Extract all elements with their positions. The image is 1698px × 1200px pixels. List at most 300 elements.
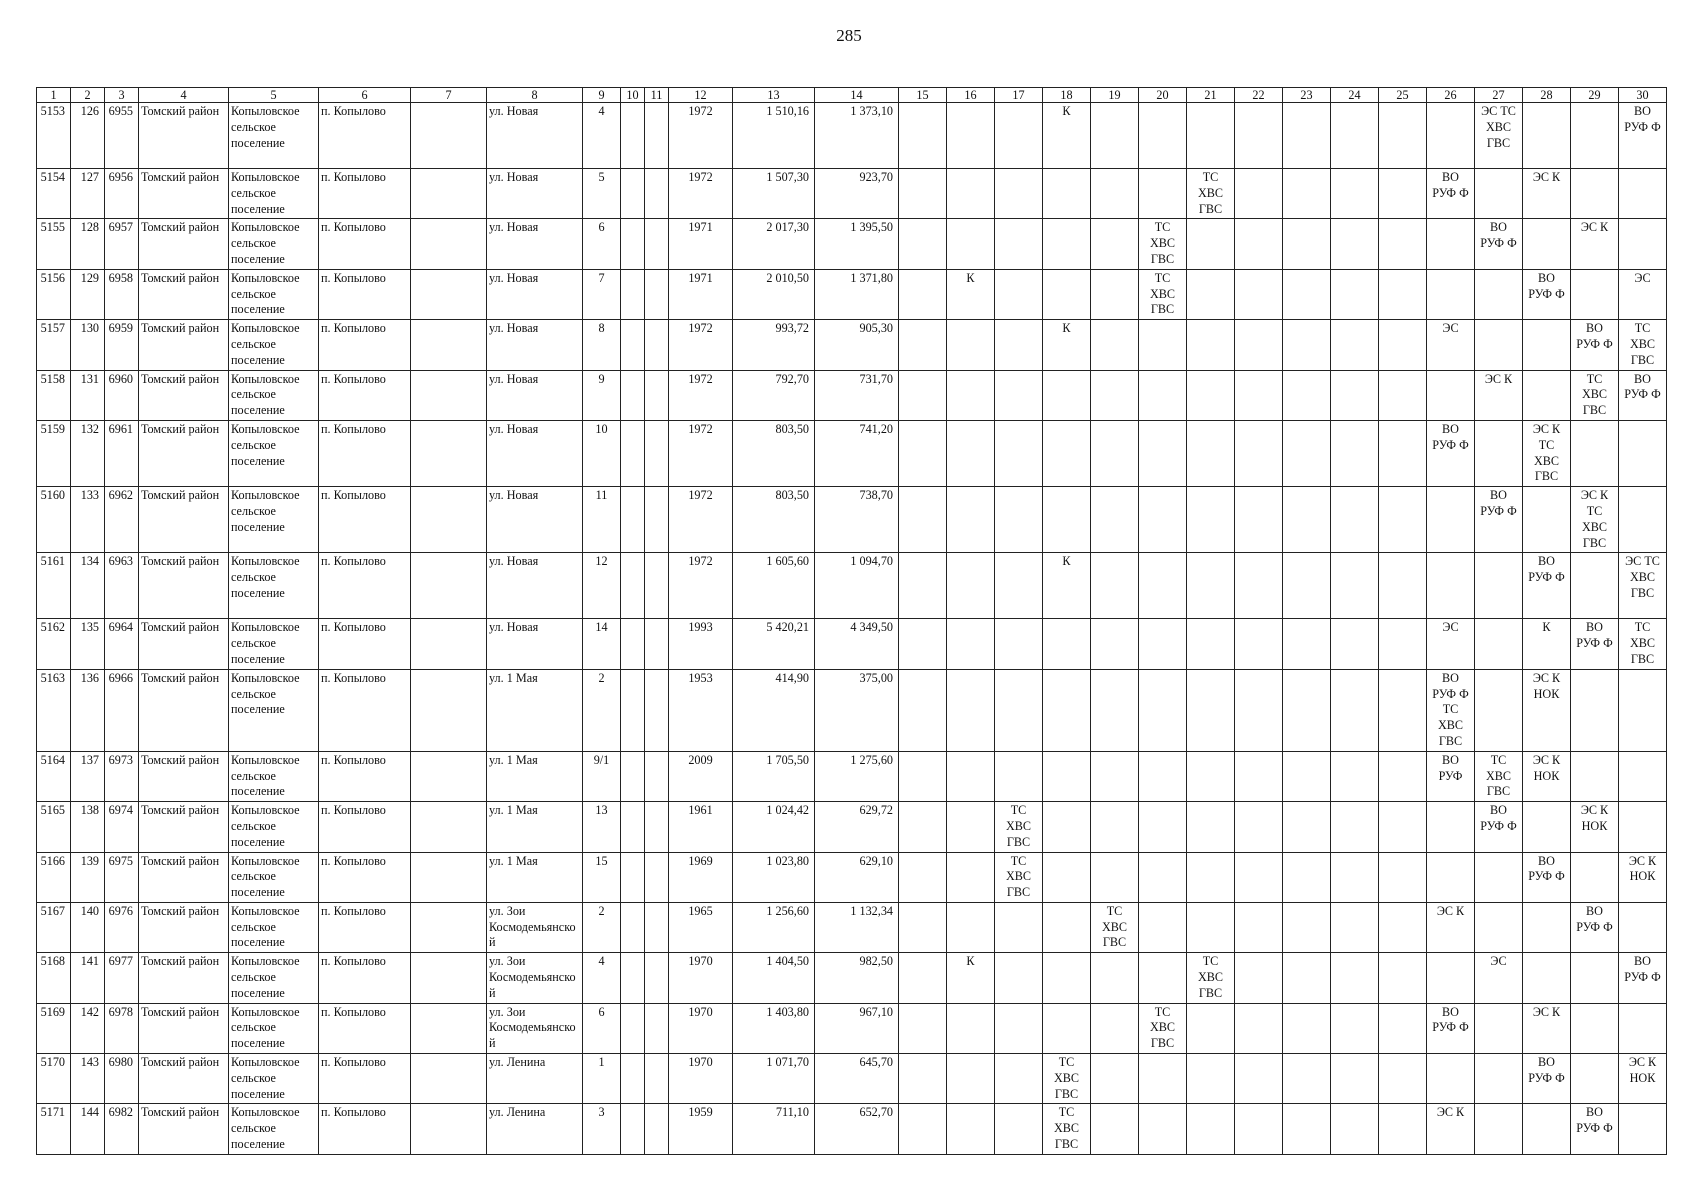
work-cell-col-19 [1091, 1054, 1139, 1104]
work-cell-col-28: ЭС К [1523, 1003, 1571, 1053]
living-area-cell: 731,70 [815, 370, 899, 420]
col-10-cell [621, 269, 645, 319]
row-number-cell: 5161 [37, 553, 71, 619]
street-cell: ул. Ленина [487, 1054, 583, 1104]
work-cell-col-22 [1235, 553, 1283, 619]
district-cell: Томский район [139, 169, 229, 219]
table-row [37, 802, 1667, 852]
district-cell: Томский район [139, 103, 229, 169]
work-cell-col-28: ЭС К ТС ХВС ГВС [1523, 420, 1571, 486]
house-number-cell: 13 [583, 802, 621, 852]
work-cell-col-23 [1283, 669, 1331, 751]
street-cell: ул. Новая [487, 103, 583, 169]
table-row [37, 103, 1667, 169]
street-cell: ул. Новая [487, 269, 583, 319]
total-area-cell: 803,50 [733, 487, 815, 553]
row-number-cell: 5163 [37, 669, 71, 751]
column-header-2: 2 [71, 88, 105, 103]
build-year-cell: 1971 [669, 269, 733, 319]
col-7-cell [411, 751, 487, 801]
work-cell-col-20 [1139, 802, 1187, 852]
work-cell-col-15 [899, 802, 947, 852]
work-cell-col-16 [947, 103, 995, 169]
object-id-cell: 6960 [105, 370, 139, 420]
locality-cell: п. Копылово [319, 953, 411, 1003]
work-cell-col-16 [947, 553, 995, 619]
sub-number-cell: 142 [71, 1003, 105, 1053]
sub-number-cell: 144 [71, 1104, 105, 1154]
col-7-cell [411, 320, 487, 370]
work-cell-col-16: К [947, 269, 995, 319]
col-11-cell [645, 487, 669, 553]
work-cell-col-24 [1331, 751, 1379, 801]
work-cell-col-26: ЭС К [1427, 902, 1475, 952]
table-row [37, 269, 1667, 319]
work-cell-col-29: ВО РУФ Ф [1571, 1104, 1619, 1154]
work-cell-col-30: ТС ХВС ГВС [1619, 320, 1667, 370]
living-area-cell: 741,20 [815, 420, 899, 486]
work-cell-col-16 [947, 487, 995, 553]
district-cell: Томский район [139, 370, 229, 420]
work-cell-col-27 [1475, 1054, 1523, 1104]
work-cell-col-28 [1523, 802, 1571, 852]
work-cell-col-28 [1523, 902, 1571, 952]
sub-number-cell: 134 [71, 553, 105, 619]
work-cell-col-20 [1139, 370, 1187, 420]
column-header-5: 5 [229, 88, 319, 103]
work-cell-col-27 [1475, 619, 1523, 669]
object-id-cell: 6964 [105, 619, 139, 669]
living-area-cell: 652,70 [815, 1104, 899, 1154]
col-7-cell [411, 1054, 487, 1104]
locality-cell: п. Копылово [319, 902, 411, 952]
work-cell-col-20 [1139, 902, 1187, 952]
work-cell-col-23 [1283, 751, 1331, 801]
work-cell-col-25 [1379, 1104, 1427, 1154]
work-cell-col-23 [1283, 1003, 1331, 1053]
locality-cell: п. Копылово [319, 269, 411, 319]
settlement-cell: Копыловское сельское поселение [229, 169, 319, 219]
district-cell: Томский район [139, 420, 229, 486]
work-cell-col-30 [1619, 487, 1667, 553]
row-number-cell: 5170 [37, 1054, 71, 1104]
house-number-cell: 10 [583, 420, 621, 486]
work-cell-col-18: К [1043, 553, 1091, 619]
work-cell-col-29: ЭС К ТС ХВС ГВС [1571, 487, 1619, 553]
work-cell-col-24 [1331, 852, 1379, 902]
work-cell-col-15 [899, 1104, 947, 1154]
work-cell-col-26 [1427, 953, 1475, 1003]
work-cell-col-28 [1523, 219, 1571, 269]
work-cell-col-23 [1283, 219, 1331, 269]
work-cell-col-15 [899, 320, 947, 370]
object-id-cell: 6958 [105, 269, 139, 319]
work-cell-col-17 [995, 1104, 1043, 1154]
work-cell-col-20: ТС ХВС ГВС [1139, 269, 1187, 319]
work-cell-col-30 [1619, 420, 1667, 486]
work-cell-col-27: ЭС ТС ХВС ГВС [1475, 103, 1523, 169]
work-cell-col-18 [1043, 953, 1091, 1003]
work-cell-col-19: ТС ХВС ГВС [1091, 902, 1139, 952]
column-header-7: 7 [411, 88, 487, 103]
district-cell: Томский район [139, 953, 229, 1003]
total-area-cell: 1 605,60 [733, 553, 815, 619]
work-cell-col-15 [899, 953, 947, 1003]
work-cell-col-21 [1187, 553, 1235, 619]
total-area-cell: 1 024,42 [733, 802, 815, 852]
work-cell-col-24 [1331, 269, 1379, 319]
work-cell-col-20: ТС ХВС ГВС [1139, 1003, 1187, 1053]
work-cell-col-24 [1331, 487, 1379, 553]
work-cell-col-19 [1091, 852, 1139, 902]
house-number-cell: 6 [583, 1003, 621, 1053]
column-header-8: 8 [487, 88, 583, 103]
work-cell-col-23 [1283, 103, 1331, 169]
work-cell-col-26: ЭС К [1427, 1104, 1475, 1154]
settlement-cell: Копыловское сельское поселение [229, 370, 319, 420]
work-cell-col-20 [1139, 1104, 1187, 1154]
work-cell-col-16 [947, 219, 995, 269]
build-year-cell: 1970 [669, 1054, 733, 1104]
total-area-cell: 5 420,21 [733, 619, 815, 669]
work-cell-col-24 [1331, 320, 1379, 370]
row-number-cell: 5160 [37, 487, 71, 553]
build-year-cell: 1993 [669, 619, 733, 669]
district-cell: Томский район [139, 619, 229, 669]
table-row [37, 1104, 1667, 1154]
total-area-cell: 2 017,30 [733, 219, 815, 269]
work-cell-col-19 [1091, 802, 1139, 852]
work-cell-col-19 [1091, 487, 1139, 553]
build-year-cell: 1965 [669, 902, 733, 952]
work-cell-col-16 [947, 619, 995, 669]
work-cell-col-22 [1235, 802, 1283, 852]
work-cell-col-29 [1571, 269, 1619, 319]
column-header-11: 11 [645, 88, 669, 103]
build-year-cell: 1971 [669, 219, 733, 269]
build-year-cell: 1970 [669, 1003, 733, 1053]
total-area-cell: 993,72 [733, 320, 815, 370]
work-cell-col-29: ЭС К НОК [1571, 802, 1619, 852]
column-header-3: 3 [105, 88, 139, 103]
work-cell-col-22 [1235, 902, 1283, 952]
district-cell: Томский район [139, 320, 229, 370]
table-row [37, 902, 1667, 952]
col-11-cell [645, 370, 669, 420]
work-cell-col-17 [995, 902, 1043, 952]
row-number-cell: 5168 [37, 953, 71, 1003]
work-cell-col-27 [1475, 320, 1523, 370]
row-number-cell: 5166 [37, 852, 71, 902]
work-cell-col-16 [947, 669, 995, 751]
row-number-cell: 5165 [37, 802, 71, 852]
settlement-cell: Копыловское сельское поселение [229, 269, 319, 319]
work-cell-col-22 [1235, 370, 1283, 420]
col-10-cell [621, 487, 645, 553]
col-10-cell [621, 1054, 645, 1104]
work-cell-col-28 [1523, 953, 1571, 1003]
district-cell: Томский район [139, 553, 229, 619]
district-cell: Томский район [139, 1104, 229, 1154]
col-10-cell [621, 219, 645, 269]
locality-cell: п. Копылово [319, 751, 411, 801]
col-10-cell [621, 370, 645, 420]
work-cell-col-25 [1379, 902, 1427, 952]
object-id-cell: 6966 [105, 669, 139, 751]
work-cell-col-16 [947, 902, 995, 952]
work-cell-col-30: ЭС К НОК [1619, 1054, 1667, 1104]
table-row [37, 553, 1667, 619]
living-area-cell: 905,30 [815, 320, 899, 370]
object-id-cell: 6980 [105, 1054, 139, 1104]
living-area-cell: 629,72 [815, 802, 899, 852]
work-cell-col-21: ТС ХВС ГВС [1187, 169, 1235, 219]
total-area-cell: 1 071,70 [733, 1054, 815, 1104]
street-cell: ул. Зои Космодемьянской [487, 953, 583, 1003]
column-header-29: 29 [1571, 88, 1619, 103]
work-cell-col-17 [995, 953, 1043, 1003]
table-row [37, 1054, 1667, 1104]
work-cell-col-15 [899, 751, 947, 801]
work-cell-col-21 [1187, 751, 1235, 801]
work-cell-col-25 [1379, 1003, 1427, 1053]
column-header-17: 17 [995, 88, 1043, 103]
work-cell-col-16 [947, 1003, 995, 1053]
work-cell-col-27: ВО РУФ Ф [1475, 219, 1523, 269]
work-cell-col-30: ЭС ТС ХВС ГВС [1619, 553, 1667, 619]
column-header-10: 10 [621, 88, 645, 103]
work-cell-col-28: К [1523, 619, 1571, 669]
work-cell-col-20 [1139, 487, 1187, 553]
work-cell-col-27: ЭС К [1475, 370, 1523, 420]
total-area-cell: 1 507,30 [733, 169, 815, 219]
work-cell-col-30: ВО РУФ Ф [1619, 953, 1667, 1003]
work-cell-col-18 [1043, 852, 1091, 902]
work-cell-col-18: К [1043, 320, 1091, 370]
settlement-cell: Копыловское сельское поселение [229, 103, 319, 169]
work-cell-col-21 [1187, 902, 1235, 952]
sub-number-cell: 130 [71, 320, 105, 370]
table-row [37, 420, 1667, 486]
living-area-cell: 1 373,10 [815, 103, 899, 169]
col-11-cell [645, 669, 669, 751]
column-header-28: 28 [1523, 88, 1571, 103]
work-cell-col-26 [1427, 1054, 1475, 1104]
work-cell-col-18 [1043, 751, 1091, 801]
sub-number-cell: 127 [71, 169, 105, 219]
total-area-cell: 1 023,80 [733, 852, 815, 902]
work-cell-col-27 [1475, 1003, 1523, 1053]
table-row [37, 487, 1667, 553]
district-cell: Томский район [139, 852, 229, 902]
table-row [37, 619, 1667, 669]
work-cell-col-23 [1283, 802, 1331, 852]
house-number-cell: 14 [583, 619, 621, 669]
build-year-cell: 1972 [669, 169, 733, 219]
work-cell-col-29 [1571, 420, 1619, 486]
col-7-cell [411, 487, 487, 553]
col-7-cell [411, 420, 487, 486]
col-11-cell [645, 953, 669, 1003]
work-cell-col-23 [1283, 269, 1331, 319]
object-id-cell: 6982 [105, 1104, 139, 1154]
work-cell-col-25 [1379, 553, 1427, 619]
work-cell-col-19 [1091, 751, 1139, 801]
district-cell: Томский район [139, 669, 229, 751]
row-number-cell: 5159 [37, 420, 71, 486]
house-number-cell: 9/1 [583, 751, 621, 801]
work-cell-col-15 [899, 370, 947, 420]
work-cell-col-25 [1379, 169, 1427, 219]
work-cell-col-24 [1331, 619, 1379, 669]
work-cell-col-17 [995, 420, 1043, 486]
object-id-cell: 6956 [105, 169, 139, 219]
work-cell-col-30 [1619, 1003, 1667, 1053]
work-cell-col-19 [1091, 619, 1139, 669]
table-row [37, 669, 1667, 751]
work-cell-col-22 [1235, 1104, 1283, 1154]
work-cell-col-27: ТС ХВС ГВС [1475, 751, 1523, 801]
work-cell-col-21 [1187, 370, 1235, 420]
sub-number-cell: 138 [71, 802, 105, 852]
work-cell-col-26: ЭС [1427, 619, 1475, 669]
settlement-cell: Копыловское сельское поселение [229, 219, 319, 269]
work-cell-col-17: ТС ХВС ГВС [995, 852, 1043, 902]
street-cell: ул. Новая [487, 320, 583, 370]
house-number-cell: 15 [583, 852, 621, 902]
work-cell-col-29: ВО РУФ Ф [1571, 902, 1619, 952]
work-cell-col-19 [1091, 420, 1139, 486]
work-cell-col-20 [1139, 103, 1187, 169]
row-number-cell: 5154 [37, 169, 71, 219]
settlement-cell: Копыловское сельское поселение [229, 953, 319, 1003]
table-row [37, 370, 1667, 420]
work-cell-col-30 [1619, 219, 1667, 269]
row-number-cell: 5156 [37, 269, 71, 319]
work-cell-col-30: ЭС [1619, 269, 1667, 319]
column-number-row [37, 88, 1667, 103]
house-number-cell: 4 [583, 103, 621, 169]
work-cell-col-25 [1379, 370, 1427, 420]
settlement-cell: Копыловское сельское поселение [229, 487, 319, 553]
locality-cell: п. Копылово [319, 169, 411, 219]
street-cell: ул. Новая [487, 420, 583, 486]
work-cell-col-22 [1235, 420, 1283, 486]
col-11-cell [645, 553, 669, 619]
work-cell-col-21 [1187, 669, 1235, 751]
work-cell-col-28: ВО РУФ Ф [1523, 269, 1571, 319]
work-cell-col-28: ВО РУФ Ф [1523, 852, 1571, 902]
work-cell-col-21 [1187, 802, 1235, 852]
street-cell: ул. Новая [487, 169, 583, 219]
sub-number-cell: 126 [71, 103, 105, 169]
page-number: 285 [836, 26, 862, 45]
col-7-cell [411, 802, 487, 852]
work-cell-col-22 [1235, 169, 1283, 219]
work-cell-col-19 [1091, 320, 1139, 370]
build-year-cell: 1961 [669, 802, 733, 852]
work-cell-col-24 [1331, 169, 1379, 219]
column-header-26: 26 [1427, 88, 1475, 103]
work-cell-col-15 [899, 619, 947, 669]
work-cell-col-17 [995, 269, 1043, 319]
settlement-cell: Копыловское сельское поселение [229, 1104, 319, 1154]
street-cell: ул. Новая [487, 619, 583, 669]
work-cell-col-30 [1619, 669, 1667, 751]
table-row [37, 953, 1667, 1003]
build-year-cell: 2009 [669, 751, 733, 801]
work-cell-col-23 [1283, 420, 1331, 486]
work-cell-col-25 [1379, 487, 1427, 553]
row-number-cell: 5153 [37, 103, 71, 169]
work-cell-col-19 [1091, 169, 1139, 219]
col-7-cell [411, 169, 487, 219]
col-10-cell [621, 669, 645, 751]
work-cell-col-23 [1283, 1054, 1331, 1104]
column-header-16: 16 [947, 88, 995, 103]
work-cell-col-30 [1619, 751, 1667, 801]
street-cell: ул. Новая [487, 370, 583, 420]
living-area-cell: 4 349,50 [815, 619, 899, 669]
column-header-25: 25 [1379, 88, 1427, 103]
work-cell-col-20: ТС ХВС ГВС [1139, 219, 1187, 269]
col-10-cell [621, 1003, 645, 1053]
work-cell-col-18 [1043, 269, 1091, 319]
work-cell-col-28 [1523, 1104, 1571, 1154]
work-cell-col-30: ВО РУФ Ф [1619, 370, 1667, 420]
col-11-cell [645, 802, 669, 852]
work-cell-col-28 [1523, 487, 1571, 553]
street-cell: ул. 1 Мая [487, 852, 583, 902]
col-7-cell [411, 553, 487, 619]
settlement-cell: Копыловское сельское поселение [229, 852, 319, 902]
work-cell-col-21 [1187, 1104, 1235, 1154]
build-year-cell: 1953 [669, 669, 733, 751]
settlement-cell: Копыловское сельское поселение [229, 619, 319, 669]
work-cell-col-16 [947, 802, 995, 852]
work-cell-col-28: ЭС К НОК [1523, 751, 1571, 801]
work-cell-col-20 [1139, 420, 1187, 486]
living-area-cell: 1 275,60 [815, 751, 899, 801]
work-cell-col-23 [1283, 553, 1331, 619]
settlement-cell: Копыловское сельское поселение [229, 902, 319, 952]
work-cell-col-15 [899, 1003, 947, 1053]
col-11-cell [645, 420, 669, 486]
work-cell-col-24 [1331, 669, 1379, 751]
work-cell-col-25 [1379, 802, 1427, 852]
work-cell-col-25 [1379, 953, 1427, 1003]
work-cell-col-28 [1523, 320, 1571, 370]
object-id-cell: 6962 [105, 487, 139, 553]
settlement-cell: Копыловское сельское поселение [229, 1003, 319, 1053]
work-cell-col-17 [995, 669, 1043, 751]
work-cell-col-25 [1379, 219, 1427, 269]
work-cell-col-15 [899, 103, 947, 169]
work-cell-col-22 [1235, 269, 1283, 319]
col-7-cell [411, 852, 487, 902]
street-cell: ул. 1 Мая [487, 802, 583, 852]
work-cell-col-15 [899, 852, 947, 902]
work-cell-col-24 [1331, 902, 1379, 952]
sub-number-cell: 133 [71, 487, 105, 553]
row-number-cell: 5169 [37, 1003, 71, 1053]
work-cell-col-24 [1331, 103, 1379, 169]
build-year-cell: 1972 [669, 420, 733, 486]
col-7-cell [411, 370, 487, 420]
object-id-cell: 6976 [105, 902, 139, 952]
locality-cell: п. Копылово [319, 553, 411, 619]
locality-cell: п. Копылово [319, 1054, 411, 1104]
